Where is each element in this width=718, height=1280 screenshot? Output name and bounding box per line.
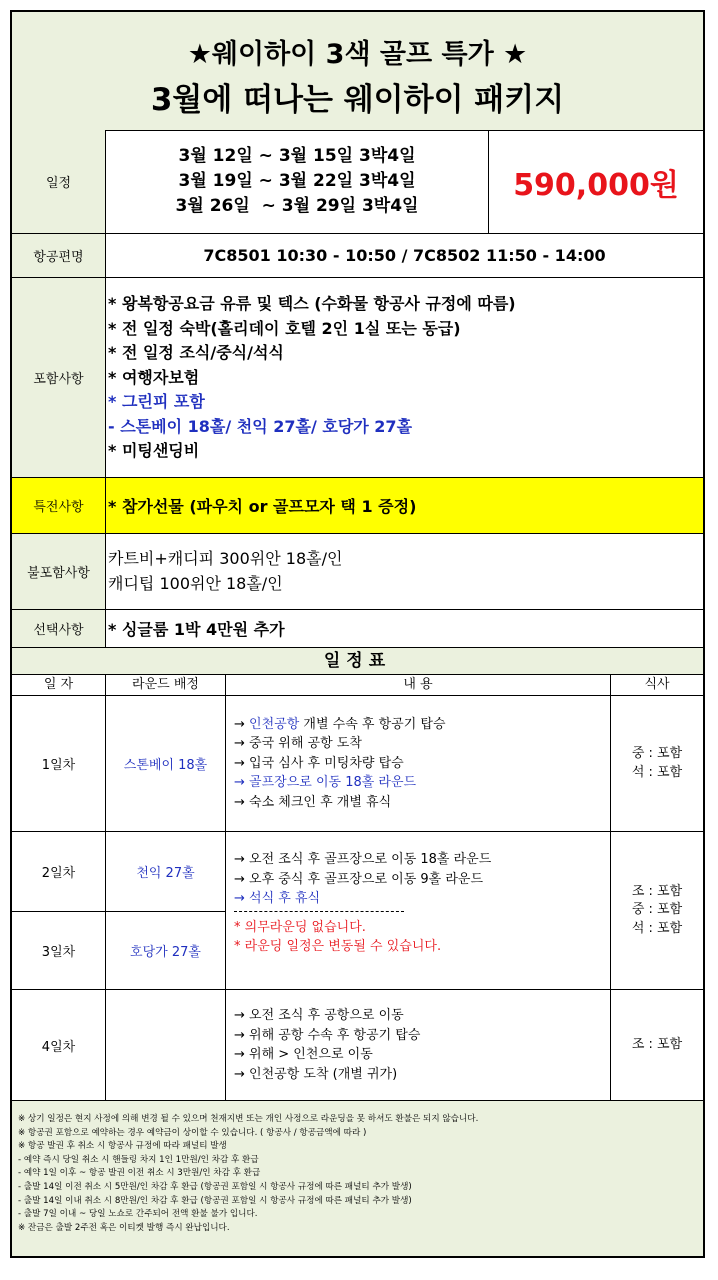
header-day: 일 자	[12, 674, 106, 696]
meal-item: 석 : 포함	[631, 764, 683, 780]
excluded-list	[106, 534, 703, 609]
note-line: - 출발 14일 이내 취소 시 8만원/인 차감 후 환급 (항공권 포함일 시 항공사 규정에 따른 패널티 추가 발생)	[18, 1195, 412, 1206]
benefit-text: * 참가선물 (파우치 or 골프모자 택 1 증정)	[108, 497, 417, 516]
course-day-1: 스톤베이 18홀	[106, 696, 226, 832]
note-line: - 출발 14일 이전 취소 시 5만원/인 차감 후 환급 (항공권 포함일 시 항공사 규정에 따른 패널티 추가 발생)	[18, 1181, 412, 1192]
meal-item: 중 : 포함	[631, 902, 683, 918]
day1-step: → 인천공항 개별 수속 후 항공기 탑승	[234, 716, 446, 732]
meals-day-1	[611, 696, 703, 832]
included-item: * 왕복항공요금 유류 및 텍스 (수화물 항공사 규정에 따름)	[108, 294, 516, 313]
content-day-2-3	[226, 832, 611, 990]
note-line: - 예약 즉시 당일 취소 시 핸들링 차지 1인 1만원/인 차감 후 환급	[18, 1154, 259, 1165]
note-no-mandatory-round: * 의무라운딩 없습니다.	[234, 919, 366, 935]
note-line: ※ 항공 발권 후 취소 시 항공사 규정에 따라 패널티 발생	[18, 1141, 227, 1152]
excluded-item: 캐디팁 100위안 18홀/인	[108, 573, 283, 593]
meals-day-2-3	[611, 832, 703, 990]
day1-step: → 입국 심사 후 미팅차량 탑승	[234, 755, 404, 771]
schedule-row	[12, 130, 703, 234]
flight-label: 항공편명	[12, 234, 106, 277]
day2-step: → 오전 조식 후 골프장으로 이동 18홀 라운드	[234, 852, 492, 867]
day-4: 4일차	[12, 990, 106, 1101]
included-item-greenfee: * 그린피 포함	[108, 392, 205, 411]
flight-info: 7C8501 10:30 - 10:50 / 7C8502 11:50 - 14:00	[203, 246, 606, 265]
title-line-1: ★웨이하이 3색 골프 특가 ★	[187, 39, 528, 70]
meal-item: 석 : 포함	[631, 920, 683, 936]
day-1: 1일차	[12, 696, 106, 832]
day-3: 3일차	[12, 912, 106, 990]
included-item: * 미팅샌딩비	[108, 441, 200, 460]
included-item: * 전 일정 조식/중식/석식	[108, 343, 284, 362]
included-item: * 전 일정 숙박(홀리데이 호텔 2인 1실 또는 동급)	[108, 318, 461, 338]
optional-label: 선택사항	[12, 610, 106, 647]
included-row	[12, 278, 703, 478]
note-line: ※ 상기 일정은 현지 사정에 의해 변경 될 수 있으며 천재지변 또는 개인 사정으로 라운딩을 못 하셔도 환불은 되지 않습니다.	[18, 1114, 479, 1124]
day2-step: → 오후 중식 후 골프장으로 이동 9홀 라운드	[234, 871, 484, 887]
course-day-3: 호당가 27홀	[106, 912, 226, 990]
excluded-row	[12, 534, 703, 610]
day1-step: → 중국 위해 공항 도착	[234, 736, 362, 752]
package-sheet	[10, 10, 705, 1258]
incheon-airport-text: 인천공항	[249, 716, 300, 732]
divider	[234, 911, 404, 912]
day2-step-dinner: → 석식 후 휴식	[234, 891, 321, 906]
included-item-courses: - 스톤베이 18홀/ 천익 27홀/ 호당가 27홀	[108, 416, 413, 436]
title-banner	[12, 12, 703, 131]
note-line: ※ 잔금은 출발 2주전 혹은 이티켓 발행 즉시 완납입니다.	[18, 1222, 230, 1233]
schedule-dates	[106, 130, 489, 233]
title-line-2: 3월에 떠나는 웨이하이 패키지	[150, 82, 565, 118]
notes-section	[12, 1101, 703, 1256]
benefit-label: 특전사항	[12, 478, 106, 533]
meal-item: 조 : 포함	[631, 1036, 683, 1052]
header-course: 라운드 배정	[106, 674, 226, 696]
benefit-row	[12, 478, 703, 534]
day1-step: → 숙소 체크인 후 개별 휴식	[234, 794, 392, 810]
flight-row	[12, 234, 703, 278]
meal-item: 중 : 포함	[631, 746, 683, 761]
excluded-item: 카트비+캐디피 300위안 18홀/인	[108, 549, 343, 568]
note-line: - 예약 1일 이후 ~ 항공 발권 이전 취소 시 3만원/인 차감 후 환급	[18, 1168, 261, 1179]
course-day-4	[106, 990, 226, 1101]
day-2: 2일차	[12, 832, 106, 912]
optional-row	[12, 610, 703, 648]
content-day-1	[226, 696, 611, 832]
day4-step: → 위해 공항 수속 후 항공기 탑승	[234, 1027, 421, 1043]
included-item: * 여행자보험	[108, 367, 200, 387]
included-list	[106, 278, 703, 477]
package-price: 590,000원	[513, 167, 679, 203]
header-meals: 식사	[611, 674, 703, 696]
note-line: - 출발 7일 이내 ~ 당일 노쇼로 간주되어 전액 환불 불가 입니다.	[18, 1209, 258, 1220]
meals-day-4	[611, 990, 703, 1101]
date-range-2: 3월 19일 ~ 3월 22일 3박4일	[178, 171, 416, 191]
day4-step: → 오전 조식 후 공항으로 이동	[234, 1008, 404, 1023]
header-content: 내 용	[226, 674, 611, 696]
optional-text: * 싱글룸 1박 4만원 추가	[108, 620, 285, 639]
note-line: ※ 항공권 포함으로 예약하는 경우 예약금이 상이할 수 있습니다. ( 항공사 / 항공금액에 따라 )	[18, 1127, 367, 1138]
content-day-4	[226, 990, 611, 1101]
meal-item: 조 : 포함	[631, 883, 683, 899]
date-range-3: 3월 26일 ~ 3월 29일 3박4일	[175, 196, 419, 216]
note-schedule-change: * 라운딩 일정은 변동될 수 있습니다.	[234, 939, 442, 954]
itinerary-title: 일정표	[12, 648, 703, 675]
day1-step-golf: → 골프장으로 이동 18홀 라운드	[234, 775, 417, 791]
excluded-label: 불포함사항	[12, 534, 106, 609]
schedule-label: 일정	[12, 130, 106, 233]
date-range-1: 3월 12일 ~ 3월 15일 3박4일	[178, 146, 416, 166]
day4-step: → 위해 > 인천으로 이동	[234, 1047, 373, 1062]
course-day-2: 천익 27홀	[106, 832, 226, 912]
included-label: 포함사항	[12, 278, 106, 477]
day4-step: → 인천공항 도착 (개별 귀가)	[234, 1066, 398, 1082]
